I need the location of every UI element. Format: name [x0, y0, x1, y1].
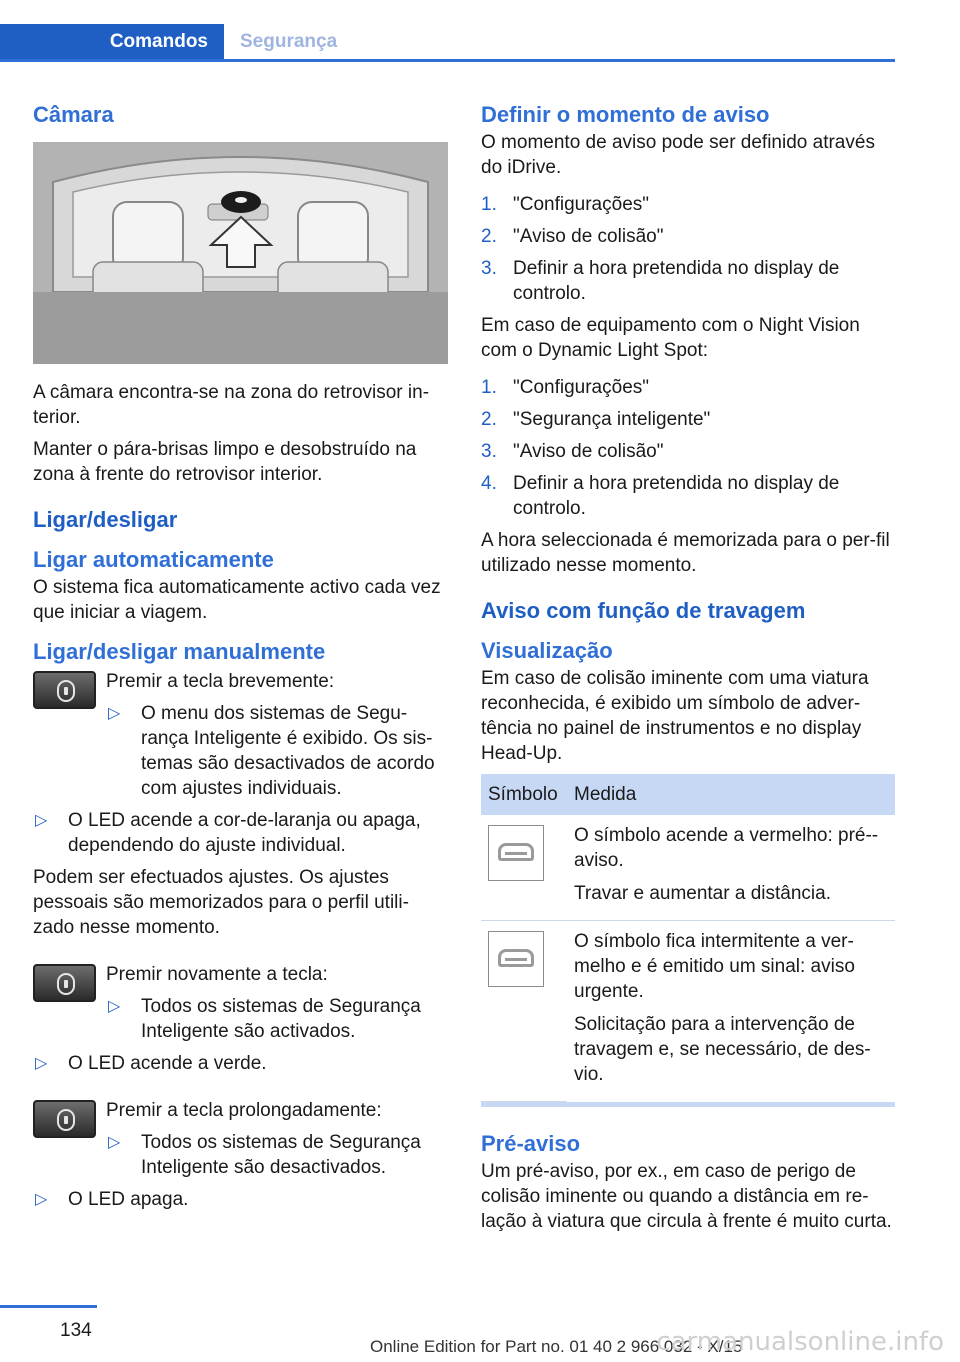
symbol-cell: [481, 921, 567, 1102]
onoff-heading: Ligar/desligar: [33, 507, 178, 532]
visualization-heading: Visualização: [481, 638, 613, 663]
list-number: 1.: [481, 194, 497, 215]
safety-button-icon: [57, 973, 75, 995]
measure-text: O símbolo fica intermitente a ver-melho e é emitido um sinal: aviso urgente.: [574, 931, 855, 1002]
settings-list-2: [481, 375, 895, 521]
list-item-text: "Aviso de colisão": [513, 226, 664, 247]
list-item-text: Todos os sistemas de Segurança Inteligente são activados.: [141, 996, 421, 1042]
measure-text: O símbolo acende a vermelho: pré--aviso.: [574, 825, 879, 871]
define-heading: Definir o momento de aviso: [481, 102, 770, 127]
list-item-text: Todos os sistemas de Segurança Inteligente são desactivados.: [141, 1132, 421, 1178]
list-item-text: "Configurações": [513, 194, 650, 215]
manual-heading: Ligar/desligar manualmente: [33, 639, 326, 664]
list-number: 3.: [481, 441, 497, 462]
measure-text: Travar e aumentar a distância.: [574, 883, 831, 904]
pre-warning-paragraph: Um pré-aviso, por ex., em caso de perigo de colisão iminente ou quando a distância em re-lação à viatura que circula à frente é muito curta.: [481, 1160, 892, 1232]
watermark: carmanualsonline.info: [656, 1327, 944, 1357]
list-item: [106, 1130, 448, 1180]
list-item: [33, 1051, 448, 1076]
camera-illustration: [33, 142, 448, 364]
page-number: 134: [60, 1320, 92, 1341]
table-row: [481, 921, 895, 1102]
measure-text: Solicitação para a intervenção de travagem e, se necessário, de des-vio.: [574, 1014, 871, 1085]
camera-paragraph-2: Manter o pára-brisas limpo e desobstruído na zona à frente do retrovisor interior.: [33, 439, 417, 485]
list-item-text: O LED acende a verde.: [68, 1053, 267, 1074]
list-item-text: "Segurança inteligente": [513, 409, 711, 430]
collision-warning-car-icon: [488, 931, 544, 987]
camera-heading: Câmara: [33, 102, 114, 127]
column-header-symbol: Símbolo: [481, 774, 567, 815]
camera-paragraph-1: A câmara encontra-se na zona do retrovisor in-terior.: [33, 382, 430, 428]
safety-button-icon: [57, 1109, 75, 1131]
auto-paragraph: O sistema fica automaticamente activo cada vez que iniciar a viagem.: [33, 577, 441, 623]
list-item-text: "Aviso de colisão": [513, 441, 664, 462]
right-column: [481, 100, 895, 1241]
table-header-row: [481, 774, 895, 815]
list-item: [481, 439, 895, 464]
list-item: [481, 375, 895, 400]
list-item: [33, 1187, 448, 1212]
press-again-text: Premir novamente a tecla:: [106, 964, 328, 985]
list-number: 1.: [481, 377, 497, 398]
list-item: [481, 256, 895, 306]
pre-warning-heading: Pré-aviso: [481, 1130, 581, 1156]
brake-warning-heading: Aviso com função de travagem: [481, 598, 806, 623]
list-number: 3.: [481, 258, 497, 279]
settings-list-1: [481, 192, 895, 306]
left-column: [33, 100, 448, 1219]
list-item: [106, 994, 448, 1044]
measure-cell: [567, 921, 895, 1102]
define-paragraph: O momento de aviso pode ser definido através do iDrive.: [481, 132, 875, 178]
list-item: [481, 471, 895, 521]
auto-heading: Ligar automaticamente: [33, 547, 274, 572]
triangle-bullet-icon: ▷: [108, 1134, 121, 1151]
safety-button-image: [33, 1100, 96, 1138]
list-number: 4.: [481, 473, 497, 494]
table-bottom-rule: [481, 1102, 895, 1107]
list-item-text: O LED apaga.: [68, 1189, 189, 1210]
triangle-bullet-icon: ▷: [108, 705, 121, 722]
safety-button-icon: [57, 680, 75, 702]
press-long-text: Premir a tecla prolongadamente:: [106, 1100, 382, 1121]
triangle-bullet-icon: ▷: [35, 1055, 48, 1072]
tab-seguranca[interactable]: Segurança: [240, 31, 338, 52]
visualization-paragraph: Em caso de colisão iminente com uma viatura reconhecida, é exibido um símbolo de adver-tência no painel de instrumentos e no display Head-Up.: [481, 668, 869, 764]
list-item-text: "Configurações": [513, 377, 650, 398]
list-item-text: Definir a hora pretendida no display de controlo.: [513, 258, 840, 304]
list-number: 2.: [481, 409, 497, 430]
list-item: [481, 192, 895, 217]
list-number: 2.: [481, 226, 497, 247]
triangle-bullet-icon: ▷: [108, 998, 121, 1015]
adjust-paragraph: Podem ser efectuados ajustes. Os ajustes pessoais são memorizados para o perfil utili-zado nesse momento.: [33, 867, 409, 938]
footer-rule: [0, 1305, 97, 1308]
list-item: [106, 701, 448, 801]
symbol-cell: [481, 815, 567, 921]
list-item-text: O menu dos sistemas de Segu-rança Inteligente é exibido. Os sis-temas são desactivados de acordo com ajustes individuais.: [141, 703, 435, 799]
press-briefly-text: Premir a tecla brevemente:: [106, 671, 335, 692]
press-long-block: [33, 1098, 448, 1180]
safety-button-image: [33, 964, 96, 1002]
column-header-measure: Medida: [567, 774, 895, 815]
triangle-bullet-icon: ▷: [35, 1191, 48, 1208]
safety-button-image: [33, 671, 96, 709]
list-item-text: O LED acende a cor-de-laranja ou apaga, dependendo do ajuste individual.: [68, 810, 421, 856]
symbol-table: [481, 774, 895, 1102]
press-briefly-block: [33, 669, 448, 801]
measure-cell: [567, 815, 895, 921]
header-tabbar: [0, 24, 895, 62]
table-row: [481, 815, 895, 921]
collision-warning-car-icon: [488, 825, 544, 881]
list-item: [33, 808, 448, 858]
triangle-bullet-icon: ▷: [35, 812, 48, 829]
car-interior-graphic: [33, 142, 448, 364]
memorized-paragraph: A hora seleccionada é memorizada para o per-fil utilizado nesse momento.: [481, 530, 890, 576]
list-item: [481, 407, 895, 432]
list-item: [481, 224, 895, 249]
tab-comandos[interactable]: Comandos: [0, 24, 224, 59]
list-item-text: Definir a hora pretendida no display de controlo.: [513, 473, 840, 519]
night-vision-paragraph: Em caso de equipamento com o Night Vision com o Dynamic Light Spot:: [481, 315, 860, 361]
press-again-block: [33, 962, 448, 1044]
edition-text: Online Edition for Part no. 01 40 2 966 032 - X/15: [370, 1337, 743, 1356]
